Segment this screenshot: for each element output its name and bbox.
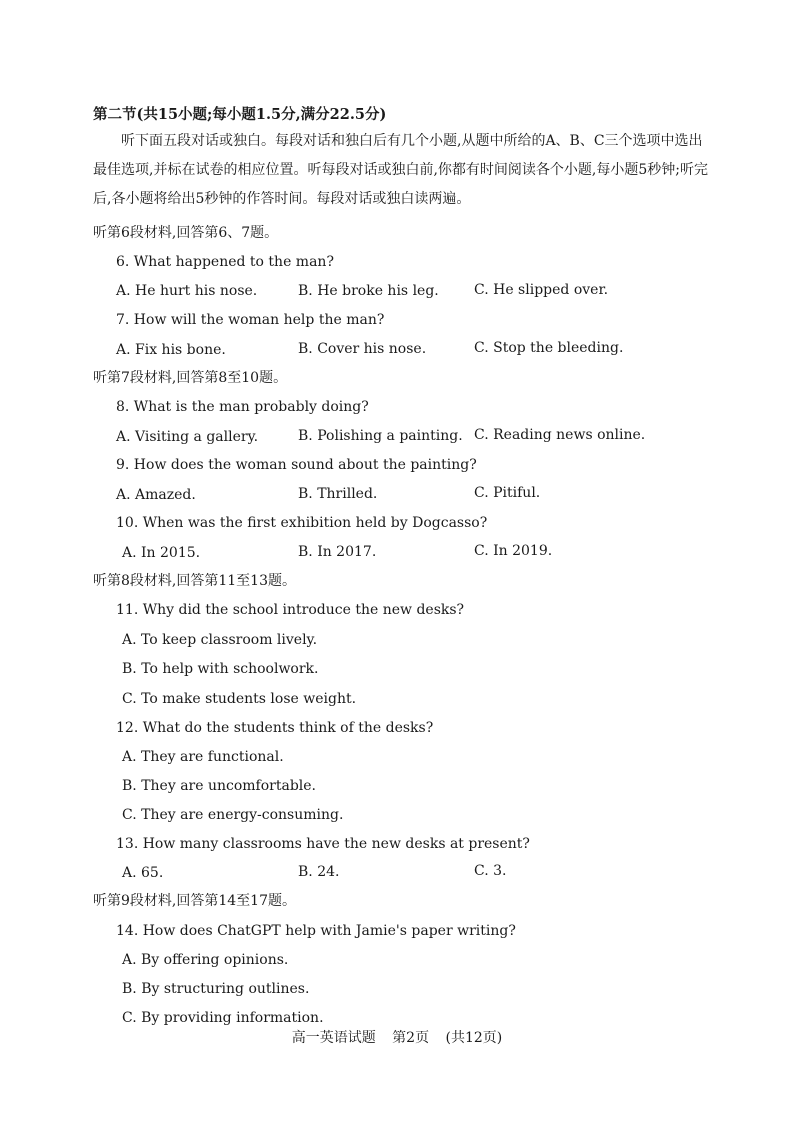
option-b: B. They are uncomfortable. bbox=[122, 778, 316, 794]
footer-subject: 高一英语试题 bbox=[291, 1030, 376, 1046]
option-a: A. To keep classroom lively. bbox=[122, 632, 318, 648]
question-stem: 13. How many classrooms have the new desks at present? bbox=[116, 836, 530, 852]
option-c: C. To make students lose weight. bbox=[122, 691, 357, 707]
option-b: B. 24. bbox=[298, 864, 340, 880]
option-b: B. Polishing a painting. bbox=[298, 428, 463, 444]
option-a: A. By offering opinions. bbox=[122, 952, 289, 968]
option-c: C. In 2019. bbox=[474, 543, 553, 559]
footer-page-total: (共12页) bbox=[445, 1030, 503, 1046]
question-stem: 14. How does ChatGPT help with Jamie's paper writing? bbox=[116, 923, 516, 939]
option-b: B. Cover his nose. bbox=[298, 341, 427, 357]
option-a: A. Fix his bone. bbox=[116, 342, 226, 358]
option-b: B. Thrilled. bbox=[298, 486, 378, 502]
option-b: B. In 2017. bbox=[298, 544, 377, 560]
group-label: 听第8段材料,回答第11至13题。 bbox=[93, 573, 296, 589]
option-a: A. 65. bbox=[122, 865, 164, 881]
option-c: C. Pitiful. bbox=[474, 485, 541, 501]
option-a: A. He hurt his nose. bbox=[116, 283, 258, 299]
page-footer bbox=[0, 1027, 794, 1047]
option-b: B. He broke his leg. bbox=[298, 283, 439, 299]
question-stem: 12. What do the students think of the desks? bbox=[116, 720, 434, 736]
option-c: C. Stop the bleeding. bbox=[474, 340, 624, 356]
option-c: C. They are energy-consuming. bbox=[122, 807, 344, 823]
group-label: 听第7段材料,回答第8至10题。 bbox=[93, 370, 288, 386]
option-a: A. Amazed. bbox=[116, 487, 196, 503]
option-a: A. They are functional. bbox=[122, 749, 284, 765]
option-b: B. By structuring outlines. bbox=[122, 981, 310, 997]
question-stem: 6. What happened to the man? bbox=[116, 254, 334, 270]
option-a: A. In 2015. bbox=[122, 545, 201, 561]
option-a: A. Visiting a gallery. bbox=[116, 429, 259, 445]
section-heading: 第二节(共15小题;每小题1.5分,满分22.5分) bbox=[93, 106, 387, 123]
question-stem: 9. How does the woman sound about the painting? bbox=[116, 457, 477, 473]
instructions-paragraph: 听下面五段对话或独白。每段对话和独白后有几个小题,从题中所给的A、B、C三个选项中选出最佳选项,并标在试卷的相应位置。听每段对话或独白前,你都有时间阅读各个小题,每小题5秒钟;听完后,各小题将给出5秒钟的作答时间。每段对话或独白读两遍。 bbox=[93, 133, 708, 207]
group-label: 听第9段材料,回答第14至17题。 bbox=[93, 893, 296, 909]
question-stem: 8. What is the man probably doing? bbox=[116, 399, 369, 415]
option-c: C. He slipped over. bbox=[474, 282, 609, 298]
question-stem: 10. When was the first exhibition held by Dogcasso? bbox=[116, 515, 488, 531]
option-c: C. 3. bbox=[474, 863, 507, 879]
option-b: B. To help with schoolwork. bbox=[122, 661, 319, 677]
question-stem: 11. Why did the school introduce the new desks? bbox=[116, 602, 465, 618]
group-label: 听第6段材料,回答第6、7题。 bbox=[93, 225, 279, 241]
footer-page-number: 第2页 bbox=[392, 1030, 430, 1046]
option-c: C. Reading news online. bbox=[474, 427, 646, 443]
question-stem: 7. How will the woman help the man? bbox=[116, 312, 385, 328]
option-c: C. By providing information. bbox=[122, 1010, 324, 1026]
